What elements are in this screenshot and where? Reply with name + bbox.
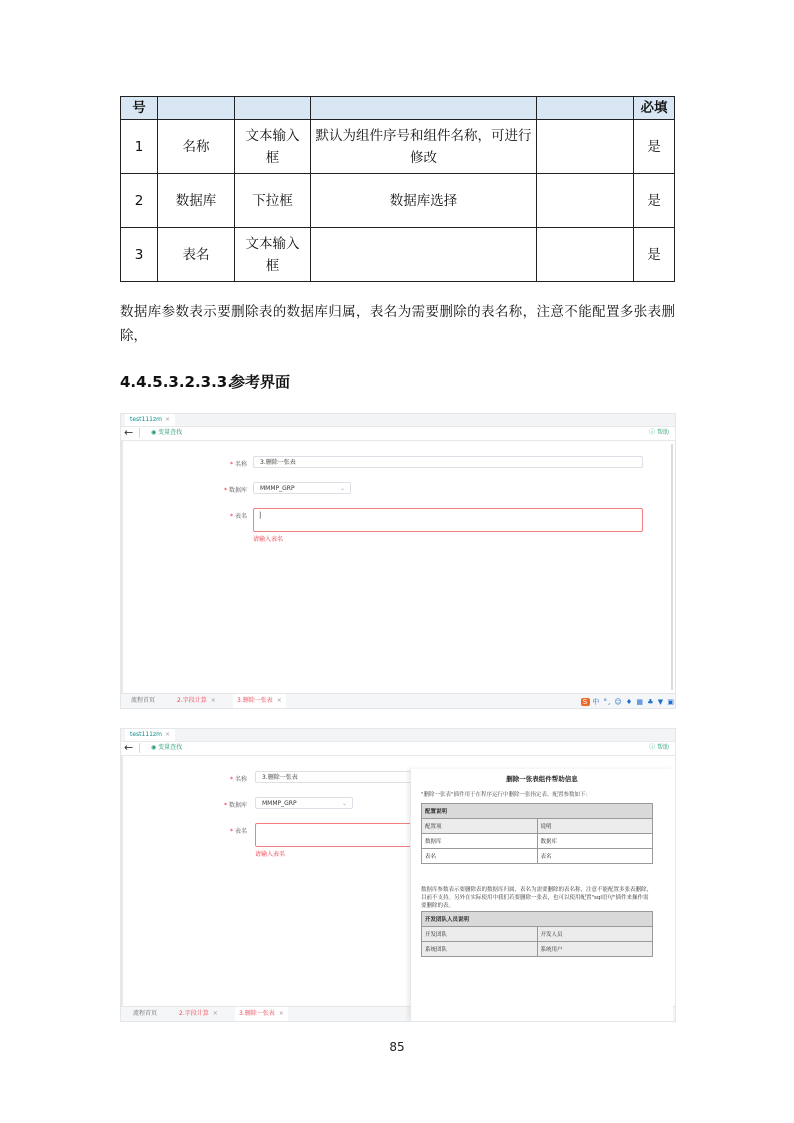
cell-type: 下拉框 xyxy=(235,174,311,228)
header-cell: 必填 xyxy=(634,97,675,120)
team-cell: 开发团队 xyxy=(422,927,538,942)
cell-required: 是 xyxy=(634,120,675,174)
cell-type: 文本输入框 xyxy=(235,228,311,282)
screenshot-form xyxy=(120,413,676,709)
cell-no: 3 xyxy=(121,228,158,282)
table-name-label xyxy=(197,826,247,835)
bottom-tab-home[interactable]: 流程首页 xyxy=(131,697,156,704)
database-label-text: 数据库 xyxy=(228,487,247,494)
variable-search-button[interactable] xyxy=(151,741,182,755)
toolbar xyxy=(121,426,675,441)
config-cell: 数据库 xyxy=(537,834,653,849)
database-select[interactable] xyxy=(253,482,351,494)
header-cell xyxy=(537,97,634,120)
name-label xyxy=(197,459,247,468)
bottom-tab-label: 3.删除一张表 xyxy=(239,1010,275,1017)
divider xyxy=(139,428,140,438)
table-row xyxy=(121,120,675,174)
config-header-cell: 说明 xyxy=(537,819,653,834)
question-icon: ⓘ xyxy=(649,429,657,436)
config-caption: 配置说明 xyxy=(422,804,653,819)
required-mark: * xyxy=(229,828,233,835)
chevron-down-icon: ⌄ xyxy=(339,485,345,492)
divider xyxy=(139,743,140,753)
top-tab[interactable] xyxy=(125,729,175,741)
config-cell: 数据库 xyxy=(422,834,538,849)
top-tab-label: test111zm xyxy=(130,731,162,738)
bottom-tab-field-calc[interactable] xyxy=(175,1007,222,1021)
header-cell xyxy=(311,97,537,120)
sogou-logo-icon: S xyxy=(582,698,589,706)
eye-icon: ◉ xyxy=(151,429,159,436)
eye-icon: ◉ xyxy=(151,744,159,751)
required-mark: * xyxy=(229,461,233,468)
left-edge xyxy=(121,756,123,1006)
name-label-text: 名称 xyxy=(234,776,247,783)
name-input[interactable]: 3.删除一张表 xyxy=(255,771,415,783)
database-label xyxy=(197,800,247,809)
name-label-text: 名称 xyxy=(234,461,247,468)
table-row xyxy=(121,174,675,228)
required-mark: * xyxy=(223,487,227,494)
cell-no: 1 xyxy=(121,120,158,174)
help-button[interactable] xyxy=(649,741,669,755)
table-name-label xyxy=(197,511,247,520)
team-table xyxy=(421,911,653,957)
name-label xyxy=(197,774,247,783)
bottom-tab-delete-table[interactable] xyxy=(235,1007,288,1021)
close-icon[interactable]: × xyxy=(164,416,170,423)
table-name-textarea[interactable]: | xyxy=(253,508,643,532)
config-cell: 表名 xyxy=(537,849,653,864)
cell-desc xyxy=(311,228,537,282)
cell-extra xyxy=(537,120,634,174)
team-cell: 系统团队 xyxy=(422,942,538,957)
cell-name: 表名 xyxy=(158,228,235,282)
cell-desc: 数据库选择 xyxy=(311,174,537,228)
cell-name: 名称 xyxy=(158,120,235,174)
cell-extra xyxy=(537,228,634,282)
database-label xyxy=(197,485,247,494)
variable-search-label: 变量查找 xyxy=(158,744,183,751)
database-label-text: 数据库 xyxy=(228,802,247,809)
config-table xyxy=(421,803,653,864)
bottom-tab-label: 2.字段计算 xyxy=(177,697,207,704)
help-panel-title: 删除一张表组件帮助信息 xyxy=(506,775,578,783)
team-cell: 系统用户 xyxy=(537,942,653,957)
variable-search-button[interactable] xyxy=(151,426,182,440)
validation-error: 请输入表名 xyxy=(253,536,284,543)
team-caption: 开发团队人员说明 xyxy=(422,912,653,927)
cell-extra xyxy=(537,174,634,228)
close-icon[interactable]: × xyxy=(276,697,282,704)
ime-toolbar[interactable] xyxy=(581,698,675,707)
page-number: 85 xyxy=(389,1040,405,1054)
bottom-tab-delete-table[interactable] xyxy=(233,694,286,708)
back-arrow-icon[interactable]: ← xyxy=(124,741,134,754)
bottom-tab-label: 3.删除一张表 xyxy=(237,697,273,704)
scrollbar[interactable] xyxy=(671,444,673,690)
cell-desc: 默认为组件序号和组件名称，可进行修改 xyxy=(311,120,537,174)
database-select-value: MMMP_GRP xyxy=(262,800,297,807)
help-panel xyxy=(410,769,673,1021)
team-cell: 开发人员 xyxy=(537,927,653,942)
bottom-tab-label: 2.字段计算 xyxy=(179,1010,209,1017)
parameter-table xyxy=(120,96,675,282)
close-icon[interactable]: × xyxy=(212,1010,218,1017)
config-header-cell: 配置项 xyxy=(422,819,538,834)
help-button[interactable] xyxy=(649,426,669,440)
toolbar xyxy=(121,741,675,756)
required-mark: * xyxy=(229,776,233,783)
bottom-tab-field-calc[interactable] xyxy=(173,694,220,708)
top-tab[interactable] xyxy=(125,414,175,426)
cell-name: 数据库 xyxy=(158,174,235,228)
section-heading xyxy=(120,371,290,392)
help-panel-paragraph: 数据库参数表示要删除表的数据库归属，表名为需要删除的表名称，注意不能配置多张表删除，目前不支持。另外在实际使用中我们若要删除一张表，也可以使用配置"sql语句"插件来操作需要删除的表。 xyxy=(421,887,653,909)
required-mark: * xyxy=(229,513,233,520)
cell-required: 是 xyxy=(634,174,675,228)
close-icon[interactable]: × xyxy=(210,697,216,704)
header-cell xyxy=(158,97,235,120)
cell-type: 文本输入框 xyxy=(235,120,311,174)
left-edge xyxy=(121,441,123,693)
config-cell: 表名 xyxy=(422,849,538,864)
header-cell xyxy=(235,97,311,120)
variable-search-label: 变量查找 xyxy=(158,429,183,436)
section-title: 参考界面 xyxy=(230,373,291,391)
back-arrow-icon[interactable]: ← xyxy=(124,426,134,439)
header-cell: 号 xyxy=(121,97,158,120)
question-icon: ⓘ xyxy=(649,744,657,751)
close-icon[interactable]: × xyxy=(164,731,170,738)
database-select[interactable] xyxy=(255,797,353,809)
help-label: 帮助 xyxy=(656,429,669,436)
table-row xyxy=(121,228,675,282)
ime-toolbar-icons: 中 °, ☺ ♦ ▦ ♣ ▼ ▣ xyxy=(592,698,675,706)
table-header-row xyxy=(121,97,675,120)
table-name-textarea[interactable] xyxy=(255,823,415,847)
table-name-label-text: 表名 xyxy=(234,828,247,835)
screenshot-help xyxy=(120,728,676,1022)
name-input[interactable]: 3.删除一张表 xyxy=(253,456,643,468)
table-name-label-text: 表名 xyxy=(234,513,247,520)
section-number: 4.4.5.3.2.3.3. xyxy=(120,373,233,391)
help-label: 帮助 xyxy=(656,744,669,751)
chevron-down-icon: ⌄ xyxy=(341,800,347,807)
close-icon[interactable]: × xyxy=(278,1010,284,1017)
description-paragraph: 数据库参数表示要删除表的数据库归属，表名为需要删除的表名称，注意不能配置多张表删除， xyxy=(120,304,675,344)
validation-error: 请输入表名 xyxy=(255,851,286,858)
top-tab-label: test111zm xyxy=(130,416,162,423)
required-mark: * xyxy=(223,802,227,809)
bottom-tab-home[interactable]: 流程首页 xyxy=(133,1010,158,1017)
database-select-value: MMMP_GRP xyxy=(260,485,295,492)
cell-no: 2 xyxy=(121,174,158,228)
cell-required: 是 xyxy=(634,228,675,282)
help-panel-intro: "删除一张表"插件用于在程序运行中删除一张指定表。配置参数如下： xyxy=(421,792,592,798)
